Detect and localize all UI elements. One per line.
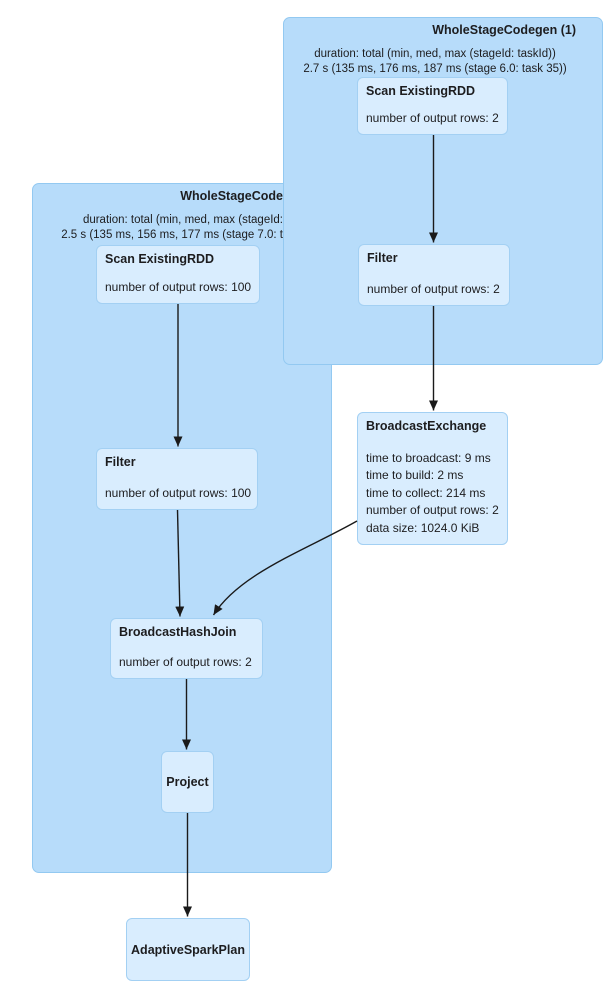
node-metric: time to build: 2 ms xyxy=(366,468,464,482)
duration-line: duration: total (min, med, max (stageId: taskId)) xyxy=(314,48,556,60)
node-metrics xyxy=(366,450,503,538)
cluster-label: WholeStageCode xyxy=(180,189,283,203)
node-filter-1[interactable] xyxy=(358,244,510,306)
cluster-duration xyxy=(284,47,586,77)
duration-line: duration: total (min, med, max (stageId: xyxy=(82,214,283,226)
node-title: Project xyxy=(166,775,209,789)
node-metric: number of output rows: 100 xyxy=(105,279,252,294)
node-title: Filter xyxy=(367,251,398,265)
node-metric: time to broadcast: 9 ms xyxy=(366,450,491,465)
node-metric: number of output rows: 2 xyxy=(367,281,500,296)
node-metric: number of output rows: 2 xyxy=(366,110,499,125)
node-metric: number of output rows: 100 xyxy=(105,485,252,500)
node-metric: number of output rows: 2 xyxy=(366,503,499,517)
node-broadcast-exchange[interactable] xyxy=(357,412,508,545)
node-scan-existingrdd-1[interactable] xyxy=(357,77,508,135)
node-title: AdaptiveSparkPlan xyxy=(131,942,245,957)
node-metric: time to collect: 214 ms xyxy=(366,485,486,500)
node-title: Scan ExistingRDD xyxy=(366,84,476,98)
cluster-label: WholeStageCodegen (1) xyxy=(432,23,576,37)
node-broadcast-hash-join[interactable] xyxy=(110,618,263,679)
node-title: Filter xyxy=(105,455,136,469)
node-scan-existingrdd-2[interactable] xyxy=(96,245,260,304)
node-project[interactable] xyxy=(161,751,214,813)
cluster-wholestagecodegen-1 xyxy=(283,17,603,365)
node-metric: number of output rows: 2 xyxy=(119,654,252,669)
node-filter-2[interactable] xyxy=(96,448,258,510)
duration-line: 2.5 s (135 ms, 156 ms, 177 ms (stage 7.0: t xyxy=(61,229,283,241)
node-title: BroadcastExchange xyxy=(366,419,487,433)
node-adaptive-spark-plan[interactable] xyxy=(126,918,250,981)
node-title: Scan ExistingRDD xyxy=(105,252,215,266)
node-metric: data size: 1024.0 KiB xyxy=(366,520,480,535)
duration-line: 2.7 s (135 ms, 176 ms, 187 ms (stage 6.0: task 35)) xyxy=(303,63,567,75)
node-title: BroadcastHashJoin xyxy=(119,625,237,639)
cluster-duration xyxy=(33,213,283,243)
